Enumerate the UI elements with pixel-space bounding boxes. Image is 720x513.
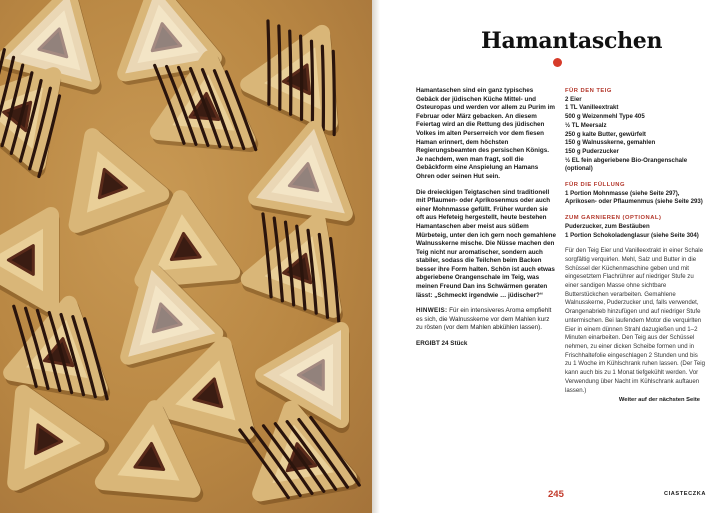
intro-paragraph-1: Hamantaschen sind ein ganz typisches Gebäck der jüdischen Küche Mittel- und Osteuropas und werden vor allem zu Purim im Februar oder März gebacken. An diesem Feiertag wird an die Rettung des jüdischen Volkes im alten Perserreich vor dem fiesen Haman erinnert, dem höchsten Regierungsbeamten des persischen Königs. Je nachdem, wen man fragt, soll die Gebäckform eine Anspielung an Hamans Ohren oder seinen Hut sein.	[416, 87, 555, 180]
recipe-title: Hamantaschen	[481, 28, 663, 54]
ingredient-item: 2 Eier	[565, 95, 582, 103]
hamantasch-pastry	[261, 307, 372, 425]
intro-column	[416, 87, 556, 356]
ingredient-item: Puderzucker, zum Bestäuben	[565, 222, 650, 230]
ingredient-item: 1 TL Vanilleextrakt	[565, 104, 619, 112]
hamantasch-pastry	[236, 10, 371, 134]
yield-text: ERGIBT 24 Stück	[416, 340, 468, 348]
dough-heading: FÜR DEN TEIG	[565, 88, 612, 94]
ingredients-column	[565, 87, 705, 395]
ingredient-item: 150 g Puderzucker	[565, 147, 619, 155]
hint-paragraph	[416, 307, 556, 333]
ingredient-item: ½ TL Meersalz	[565, 121, 607, 129]
page-number: 245	[548, 489, 564, 500]
continued-note: Weiter auf der nächsten Seite	[618, 397, 700, 403]
hint-label: HINWEIS:	[416, 307, 448, 315]
ingredient-item: 1 Portion Mohnmasse (siehe Seite 297), Aprikosen- oder Pflaumenmus (siehe Seite 293)	[565, 189, 703, 206]
hamantasch-pastry	[50, 120, 165, 229]
filling-heading: FÜR DIE FÜLLUNG	[565, 182, 625, 189]
title-dot-icon	[553, 58, 562, 67]
ingredient-item: 250 g kalte Butter, gewürfelt	[565, 130, 646, 138]
hint-text: Für ein intensiveres Aroma empfiehlt es sich, die Walnusskerne vor dem Mahlen kurz zu rösten (vor dem Mahlen abkühlen lassen).	[416, 307, 552, 332]
method-text: Für den Teig Eier und Vanilleextrakt in einer Schale sorgfältig verquirlen. Mehl, Salz und Butter in die Schüssel der Küchenmaschine geben und mit eingesetztem Flachrührer auf niedriger Stufe zu einer sandigen Masse ohne sichtbare Butterstückchen verarbeiten. Gemahlene Walnusskerne, Puderzucker und, falls verwendet, Orangenabrieb hinzufügen und auf niedriger Stufe untermischen. Bei laufendem Motor die verquirlten Eier in einem dünnen Strahl dazugießen und 1–2 Minuten einarbeiten. Den Teig aus der Schüssel nehmen, zu einer dicken Scheibe formen und in Frischhaltefolie eingeschlagen 2 Stunden und bis zu 1 Woche im Kühlschrank ruhen lassen. (Der Teig kann auch bis zu 1 Monat tiefgekühlt werden. Vor Verwendung über Nacht im Kühlschrank auftauen lassen.)	[565, 247, 705, 394]
ingredient-item: 1 Portion Schokoladenglasur (siehe Seite 304)	[565, 231, 699, 239]
garnish-heading: ZUM GARNIEREN (OPTIONAL)	[565, 215, 662, 222]
ingredient-item: 500 g Weizenmehl Type 405	[565, 113, 645, 121]
hamantasch-pastry	[1, 294, 122, 398]
ingredient-item: 150 g Walnusskerne, gemahlen	[565, 139, 656, 147]
hamantasch-pastry	[255, 121, 361, 218]
book-gutter	[372, 0, 380, 513]
ingredient-item: ½ EL fein abgeriebene Bio-Orangenschale (optional)	[565, 156, 688, 173]
intro-paragraph-2: Die dreieckigen Teigtaschen sind traditionell mit Pflaumen- oder Aprikosenmus oder auch einer Mohnmasse gefüllt. Früher wurden sie oft aus Hefeteig hergestellt, heute bestehen Hamantaschen aber meist aus süßem Mürbeteig, unter den ich gern noch gemahlene Walnusskerne mische. Die Nüsse machen den Teig nicht nur aromatischer, sondern auch stabiler, sodass die Teilchen beim Backen besser ihre Form halten. Schön ist auch etwas abgeriebene Orangenschale im Teig, was meinen Freund Dan ins Schwärmen geraten lässt: „Schmeckt irgendwie … jüdischer?“	[416, 188, 556, 299]
running-head: CIASTECZKA	[664, 491, 707, 497]
